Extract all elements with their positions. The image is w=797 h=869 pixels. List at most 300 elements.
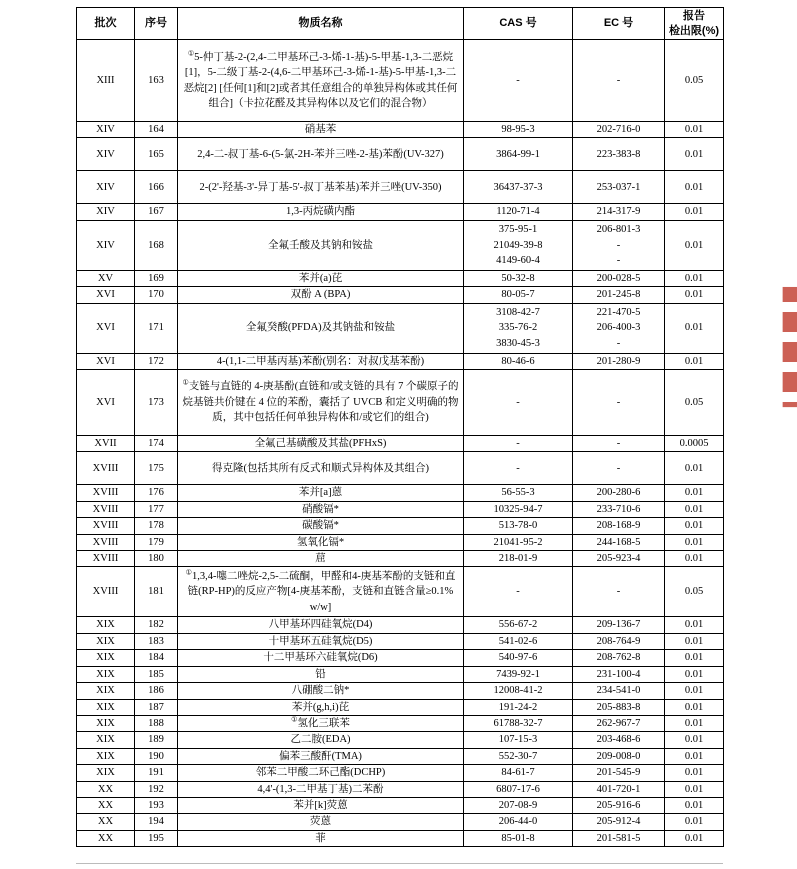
batch-value: XVI — [96, 355, 115, 367]
limit-value: 0.01 — [684, 148, 704, 160]
seq-value: 182 — [148, 619, 164, 631]
limit-cell — [665, 353, 724, 369]
seq-value: 183 — [148, 635, 164, 647]
limit-value: 0.01 — [684, 668, 704, 680]
seq-value: 168 — [148, 239, 164, 251]
limit-cell — [665, 452, 724, 485]
ec-number: 200-028-5 — [596, 272, 641, 284]
limit-cell — [665, 765, 724, 781]
ec-cell — [573, 220, 665, 270]
name-cell — [178, 666, 464, 682]
seq-cell — [135, 303, 178, 353]
cas-cell — [464, 715, 573, 731]
ec-cell — [573, 650, 665, 666]
limit-value: 0.01 — [684, 717, 704, 729]
table-row — [77, 436, 724, 452]
cas-number: 206-44-0 — [498, 816, 538, 828]
batch-value: XIII — [96, 74, 115, 86]
cas-number: 3830-45-3 — [496, 337, 540, 349]
limit-value: 0.01 — [684, 767, 704, 779]
seq-value: 192 — [148, 783, 164, 795]
ec-cell — [573, 617, 665, 633]
batch-cell — [77, 353, 135, 369]
cas-cell — [464, 748, 573, 764]
limit-value: 0.01 — [684, 553, 704, 565]
name-cell — [178, 699, 464, 715]
cas-number: 556-67-2 — [498, 619, 538, 631]
table-row — [77, 732, 724, 748]
table-row — [77, 617, 724, 633]
limit-value: 0.05 — [684, 396, 704, 408]
limit-cell — [665, 797, 724, 813]
substance-name: 邻苯二甲酸二环己酯(DCHP) — [255, 767, 386, 779]
footnote-mark: ① — [185, 568, 192, 577]
cas-cell — [464, 204, 573, 220]
table-row — [77, 138, 724, 171]
header-ec: EC 号 — [573, 8, 665, 40]
seq-value: 186 — [148, 685, 164, 697]
cas-number: 80-46-6 — [501, 355, 535, 367]
limit-cell — [665, 204, 724, 220]
ec-number: 253-037-1 — [596, 181, 641, 193]
substance-name: 荧蒽 — [310, 816, 331, 828]
substance-name: 十甲基环五硅氧烷(D5) — [268, 635, 373, 647]
footnote-mark: ① — [291, 715, 298, 724]
limit-cell — [665, 699, 724, 715]
cas-number: 7439-92-1 — [496, 668, 540, 680]
substance-name: 乙二胺(EDA) — [290, 734, 351, 746]
name-cell — [178, 303, 464, 353]
seq-cell — [135, 617, 178, 633]
batch-cell — [77, 765, 135, 781]
batch-cell — [77, 567, 135, 617]
cas-number: 207-08-9 — [498, 799, 538, 811]
cas-number: 552-30-7 — [498, 750, 538, 762]
cas-cell — [464, 797, 573, 813]
name-cell — [178, 732, 464, 748]
limit-cell — [665, 633, 724, 649]
name-cell — [178, 353, 464, 369]
limit-value: 0.01 — [684, 503, 704, 515]
batch-value: XVIII — [92, 553, 119, 565]
batch-value: XVIII — [92, 487, 119, 499]
table-row — [77, 270, 724, 286]
ec-number: - — [616, 337, 621, 349]
limit-value: 0.01 — [684, 289, 704, 301]
batch-value: XIX — [96, 750, 115, 762]
batch-value: XIX — [96, 717, 115, 729]
limit-value: 0.01 — [684, 816, 704, 828]
batch-value: XIX — [96, 668, 115, 680]
ec-number: 231-100-4 — [596, 668, 641, 680]
seq-cell — [135, 40, 178, 122]
cas-cell — [464, 666, 573, 682]
cas-number: - — [516, 462, 520, 474]
seq-value: 163 — [148, 74, 164, 86]
cas-number: 36437-37-3 — [493, 181, 543, 193]
seq-cell — [135, 666, 178, 682]
ec-cell — [573, 732, 665, 748]
ec-number: 221-470-5 — [596, 307, 641, 319]
cas-number: 4149-60-4 — [496, 255, 540, 267]
name-cell — [178, 765, 464, 781]
batch-value: XVIII — [92, 536, 119, 548]
seq-cell — [135, 518, 178, 534]
substance-name: 全氟癸酸(PFDA)及其钠盐和铵盐 — [245, 322, 396, 334]
batch-cell — [77, 748, 135, 764]
batch-value: XVIII — [92, 586, 119, 598]
name-cell — [178, 633, 464, 649]
seq-cell — [135, 138, 178, 171]
batch-cell — [77, 683, 135, 699]
table-row — [77, 303, 724, 353]
substance-name: 硝基苯 — [304, 124, 337, 135]
table-row — [77, 485, 724, 501]
header-row — [77, 8, 724, 40]
ec-cell — [573, 287, 665, 303]
ec-number: 208-168-9 — [596, 520, 641, 532]
table-row — [77, 353, 724, 369]
cas-number: 12008-41-2 — [493, 685, 543, 697]
limit-cell — [665, 567, 724, 617]
cas-number: 3864-99-1 — [496, 148, 540, 160]
header-seq: 序号 — [135, 8, 178, 40]
ec-number: - — [616, 586, 621, 598]
seq-value: 181 — [148, 586, 164, 598]
cas-cell — [464, 303, 573, 353]
seq-cell — [135, 650, 178, 666]
table-body — [77, 40, 724, 847]
ec-cell — [573, 683, 665, 699]
header-batch: 批次 — [77, 8, 135, 40]
seq-value: 169 — [148, 272, 164, 284]
substance-name: 1,3,4-噻二唑烷-2,5-二硫酮，甲醛和4-庚基苯酚的支链和直链(RP-HP)的反应产物[4-庚基苯酚，支链和直链含量≥0.1% w/w] — [187, 570, 456, 613]
cas-number: 61788-32-7 — [493, 717, 543, 729]
table-row — [77, 551, 724, 567]
cas-number: 513-78-0 — [498, 520, 538, 532]
batch-value: XX — [97, 832, 114, 844]
ec-cell — [573, 122, 665, 138]
ec-number: 206-801-3 — [596, 224, 641, 236]
substance-name: 1,3-丙烷磺内酯 — [285, 206, 356, 218]
table-row — [77, 650, 724, 666]
ec-cell — [573, 40, 665, 122]
name-cell — [178, 270, 464, 286]
batch-cell — [77, 303, 135, 353]
table-row — [77, 781, 724, 797]
substance-name: 偏苯三酸酐(TMA) — [279, 750, 362, 762]
limit-value: 0.01 — [684, 520, 704, 532]
substance-name: 苯并(g,h,i)芘 — [291, 701, 350, 713]
seq-cell — [135, 567, 178, 617]
ec-number: 208-764-9 — [596, 635, 641, 647]
cas-number: - — [516, 438, 520, 450]
limit-cell — [665, 666, 724, 682]
cas-cell — [464, 551, 573, 567]
footnote-mark: ① — [187, 49, 195, 58]
batch-cell — [77, 122, 135, 138]
batch-value: XVI — [96, 289, 115, 301]
seq-cell — [135, 765, 178, 781]
ec-cell — [573, 270, 665, 286]
cas-number: - — [516, 74, 520, 86]
cas-cell — [464, 287, 573, 303]
limit-value: 0.01 — [684, 181, 704, 193]
cas-cell — [464, 171, 573, 204]
cas-cell — [464, 732, 573, 748]
table-row — [77, 748, 724, 764]
seq-cell — [135, 122, 178, 138]
header-limit-line1: 报告 — [683, 9, 705, 22]
ec-number: 201-245-8 — [596, 289, 641, 301]
name-cell — [178, 204, 464, 220]
edge-stamp-watermark: █▌▐█▌▐█▌▐█▌▐ — [782, 287, 797, 407]
limit-value: 0.0005 — [679, 438, 709, 450]
seq-value: 175 — [148, 462, 164, 474]
name-cell — [178, 814, 464, 830]
ec-cell — [573, 452, 665, 485]
limit-value: 0.01 — [684, 536, 704, 548]
cas-number: 191-24-2 — [498, 701, 538, 713]
table-row — [77, 220, 724, 270]
ec-cell — [573, 633, 665, 649]
limit-value: 0.01 — [684, 487, 704, 499]
seq-cell — [135, 683, 178, 699]
ec-number: 201-545-9 — [596, 767, 641, 779]
limit-value: 0.01 — [684, 701, 704, 713]
batch-value: XVII — [94, 438, 117, 450]
seq-value: 173 — [148, 396, 164, 408]
cas-number: 1120-71-4 — [496, 206, 540, 218]
ec-cell — [573, 781, 665, 797]
batch-cell — [77, 40, 135, 122]
ec-cell — [573, 485, 665, 501]
cas-cell — [464, 270, 573, 286]
batch-cell — [77, 204, 135, 220]
ec-cell — [573, 353, 665, 369]
limit-value: 0.01 — [684, 635, 704, 647]
name-cell — [178, 370, 464, 436]
name-cell — [178, 436, 464, 452]
cas-number: 3108-42-7 — [496, 307, 540, 319]
seq-cell — [135, 633, 178, 649]
table-row — [77, 534, 724, 550]
batch-cell — [77, 666, 135, 682]
limit-value: 0.01 — [684, 272, 704, 284]
table-row — [77, 567, 724, 617]
batch-value: XV — [97, 272, 114, 284]
batch-value: XIV — [96, 148, 115, 160]
limit-cell — [665, 617, 724, 633]
limit-cell — [665, 370, 724, 436]
seq-cell — [135, 370, 178, 436]
batch-cell — [77, 171, 135, 204]
ec-cell — [573, 303, 665, 353]
ec-number: 208-762-8 — [596, 652, 641, 664]
batch-value: XX — [97, 799, 114, 811]
batch-value: XVIII — [92, 520, 119, 532]
seq-cell — [135, 171, 178, 204]
cas-number: 540-97-6 — [498, 652, 538, 664]
ec-number: 205-912-4 — [596, 816, 641, 828]
ec-number: - — [616, 74, 621, 86]
batch-cell — [77, 699, 135, 715]
substance-name: 菲 — [315, 832, 326, 844]
batch-cell — [77, 436, 135, 452]
cas-cell — [464, 40, 573, 122]
batch-cell — [77, 814, 135, 830]
seq-cell — [135, 270, 178, 286]
table-row — [77, 452, 724, 485]
cas-cell — [464, 830, 573, 846]
seq-value: 184 — [148, 652, 164, 664]
table-row — [77, 204, 724, 220]
seq-cell — [135, 732, 178, 748]
limit-cell — [665, 171, 724, 204]
header-cas: CAS 号 — [464, 8, 573, 40]
batch-value: XIX — [96, 685, 115, 697]
seq-value: 167 — [148, 206, 164, 218]
table-row — [77, 287, 724, 303]
name-cell — [178, 534, 464, 550]
ec-cell — [573, 204, 665, 220]
cas-number: 335-76-2 — [498, 322, 538, 334]
batch-cell — [77, 650, 135, 666]
substance-name: 2,4-二-叔丁基-6-(5-氯-2H-苯并三唑-2-基)苯酚(UV-327) — [197, 148, 444, 160]
ec-number: 209-008-0 — [596, 750, 641, 762]
ec-cell — [573, 715, 665, 731]
cas-cell — [464, 814, 573, 830]
batch-cell — [77, 501, 135, 517]
limit-value: 0.01 — [684, 799, 704, 811]
seq-cell — [135, 353, 178, 369]
batch-cell — [77, 534, 135, 550]
limit-cell — [665, 518, 724, 534]
seq-value: 190 — [148, 750, 164, 762]
seq-cell — [135, 715, 178, 731]
limit-value: 0.05 — [684, 74, 704, 86]
ec-number: 202-716-0 — [596, 124, 641, 135]
batch-value: XIX — [96, 652, 115, 664]
batch-cell — [77, 485, 135, 501]
cas-cell — [464, 370, 573, 436]
cas-number: 84-61-7 — [501, 767, 535, 779]
limit-cell — [665, 732, 724, 748]
seq-cell — [135, 797, 178, 813]
seq-cell — [135, 220, 178, 270]
cas-number: - — [516, 396, 520, 408]
footnote-mark: ① — [182, 378, 189, 387]
table-row — [77, 765, 724, 781]
ec-number: 214-317-9 — [596, 206, 641, 218]
batch-cell — [77, 781, 135, 797]
batch-value: XX — [97, 816, 114, 828]
substance-table — [76, 7, 724, 847]
substance-name: 4-(1,1-二甲基丙基)苯酚(别名：对叔戊基苯酚) — [216, 355, 425, 367]
limit-cell — [665, 287, 724, 303]
cas-number: - — [516, 586, 520, 598]
batch-value: XIV — [96, 239, 115, 251]
seq-value: 189 — [148, 734, 164, 746]
substance-name: 双酚 A (BPA) — [290, 289, 351, 301]
batch-value: XIX — [96, 767, 115, 779]
seq-value: 170 — [148, 289, 164, 301]
name-cell — [178, 122, 464, 138]
substance-name: 八硼酸二钠* — [291, 685, 350, 697]
cas-number: 85-01-8 — [501, 832, 535, 844]
substance-name: 氢氧化镉* — [296, 536, 345, 548]
cas-cell — [464, 683, 573, 699]
cas-number: 6807-17-6 — [496, 783, 540, 795]
seq-value: 180 — [148, 553, 164, 565]
limit-cell — [665, 40, 724, 122]
name-cell — [178, 567, 464, 617]
ec-number: 205-883-8 — [596, 701, 641, 713]
ec-cell — [573, 551, 665, 567]
cas-cell — [464, 452, 573, 485]
substance-name: 铅 — [315, 668, 326, 680]
limit-cell — [665, 138, 724, 171]
ec-number: 223-383-8 — [596, 148, 641, 160]
limit-value: 0.01 — [684, 832, 704, 844]
table-row — [77, 171, 724, 204]
limit-cell — [665, 551, 724, 567]
limit-cell — [665, 436, 724, 452]
table-row — [77, 122, 724, 138]
ec-number: 234-541-0 — [596, 685, 641, 697]
seq-value: 191 — [148, 767, 164, 779]
seq-cell — [135, 699, 178, 715]
seq-value: 188 — [148, 717, 164, 729]
limit-value: 0.01 — [684, 619, 704, 631]
cas-number: 98-95-3 — [501, 124, 535, 135]
substance-name: 硝酸镉* — [302, 503, 339, 515]
name-cell — [178, 501, 464, 517]
batch-value: XIV — [96, 181, 115, 193]
limit-value: 0.01 — [684, 685, 704, 697]
cas-cell — [464, 220, 573, 270]
limit-cell — [665, 534, 724, 550]
ec-number: 201-280-9 — [596, 355, 641, 367]
limit-cell — [665, 501, 724, 517]
limit-cell — [665, 303, 724, 353]
seq-cell — [135, 551, 178, 567]
batch-cell — [77, 220, 135, 270]
name-cell — [178, 650, 464, 666]
ec-cell — [573, 765, 665, 781]
ec-number: 209-136-7 — [596, 619, 641, 631]
table-row — [77, 666, 724, 682]
name-cell — [178, 485, 464, 501]
name-cell — [178, 715, 464, 731]
page-bottom-rule — [76, 863, 723, 864]
batch-value: XIX — [96, 635, 115, 647]
batch-value: XVI — [96, 396, 115, 408]
substance-name: 苯并[k]荧蒽 — [293, 799, 348, 811]
seq-value: 174 — [148, 438, 164, 450]
name-cell — [178, 617, 464, 633]
ec-number: - — [616, 255, 621, 267]
cas-number: 10325-94-7 — [493, 503, 543, 515]
seq-value: 193 — [148, 799, 164, 811]
limit-value: 0.01 — [684, 462, 704, 474]
header-limit-line2: 检出限(%) — [668, 24, 720, 37]
batch-cell — [77, 830, 135, 846]
substance-name: 苯并[a]蒽 — [298, 487, 343, 499]
cas-cell — [464, 765, 573, 781]
batch-value: XIV — [96, 206, 115, 218]
substance-name: 支链与直链的 4-庚基酚(直链和/或支链的具有 7 个碳原子的烷基链共价键在 4 位的苯酚，囊括了 UVCB 和定义明确的物质，其中包括任何单独异构体和/或它们的组合) — [182, 381, 459, 424]
